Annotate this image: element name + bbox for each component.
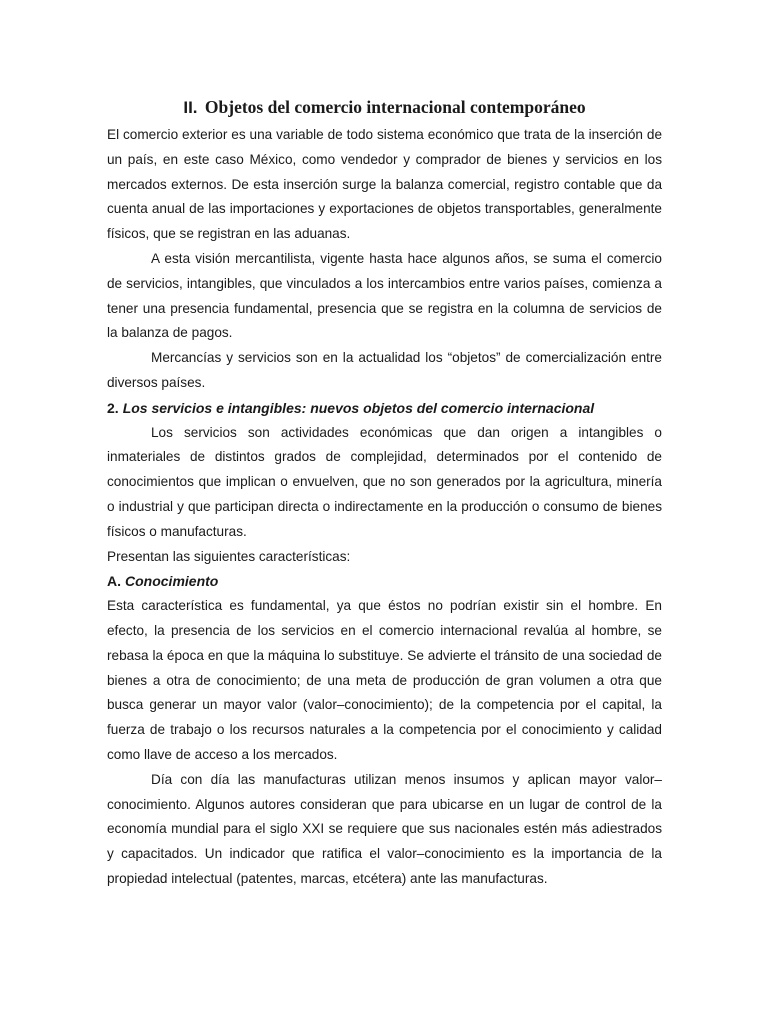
subsection-a-paragraph-1: Esta característica es fundamental, ya que éstos no podrían existir sin el hombre. En efecto, la presencia de los servicios en el comercio internacional revalúa al hombre, se rebasa la época en que la máquina lo substituye. Se advierte el tránsito de una sociedad de bienes a otra de conocimiento; de una meta de producción de gran volumen a otra que busca generar un mayor valor (valor–conocimiento); de la competencia por el capital, la fuerza de trabajo o los recursos naturales a la competencia por el conocimiento y calidad como llave de acceso a los mercados. [107, 598, 662, 762]
subsection-a-title: Conocimiento [125, 573, 219, 590]
section-2-paragraph: Los servicios son actividades económicas que dan origen a intangibles o inmateriales de distintos grados de complejidad, determinados por el contenido de conocimientos que implican o envuelven, que no son generados por la agricultura, minería o industrial y que participan directa o indirectamente en la producción o consumo de bienes físicos o manufacturas. [107, 424, 662, 539]
intro-paragraph-2: A esta visión mercantilista, vigente hasta hace algunos años, se suma el comercio de servicios, intangibles, que vinculados a los intercambios entre varios países, comienza a tener una presencia fundamental, presencia que se registra en la columna de servicios de la balanza de pagos. [107, 250, 662, 341]
subsection-a-number: A. [107, 573, 121, 590]
intro-paragraph-1: El comercio exterior es una variable de todo sistema económico que trata de la inserción de un país, en este caso México, como vendedor y comprador de bienes y servicios en los mercados externos. De esta inserción surge la balanza comercial, registro contable que da cuenta anual de las importaciones y exportaciones de objetos transportables, generalmente físicos, que se registran en las aduanas. [107, 127, 662, 242]
subsection-a-paragraph-2: Día con día las manufacturas utilizan menos insumos y aplican mayor valor–conocimiento. Algunos autores consideran que para ubicarse en un lugar de control de la economía mundial para el siglo XXI se requiere que sus nacionales estén más adiestrados y capacitados. Un indicador que ratifica el valor–conocimiento es la importancia de la propiedad intelectual (patentes, marcas, etcétera) ante las manufacturas. [107, 771, 662, 886]
section-2-title: Los servicios e intangibles: nuevos objetos del comercio internacional [122, 399, 595, 416]
page-title [107, 94, 662, 121]
document-page [107, 94, 662, 892]
section-2-number: 2. [107, 399, 119, 416]
title-text: Objetos del comercio internacional contemporáneo [204, 97, 586, 117]
intro-paragraph-3: Mercancías y servicios son en la actualidad los “objetos” de comercialización entre diversos países. [107, 350, 662, 390]
section-2-heading [107, 396, 662, 421]
section-2-lead-in: Presentan las siguientes características: [107, 548, 351, 564]
title-number: II. [183, 98, 198, 117]
subsection-a-heading [107, 569, 662, 594]
